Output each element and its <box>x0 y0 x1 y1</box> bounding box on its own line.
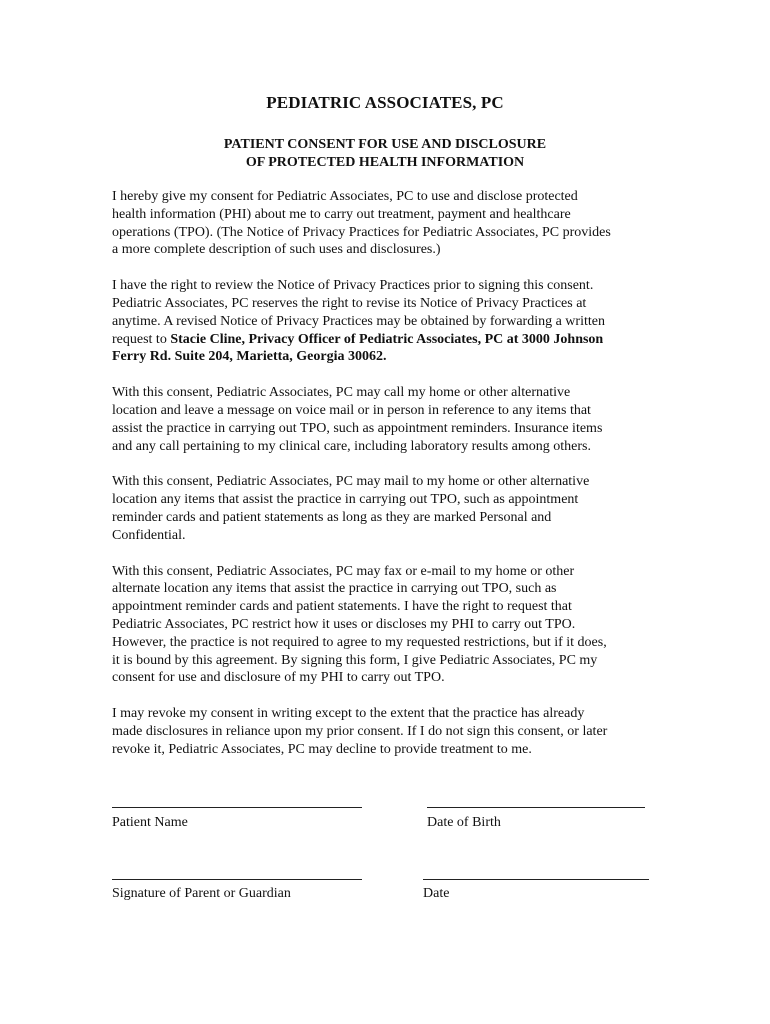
guardian-signature-line[interactable] <box>112 879 362 880</box>
patient-name-line[interactable] <box>112 807 362 808</box>
privacy-officer-contact: Stacie Cline, Privacy Officer of Pediatric Associates, PC at 3000 Johnson <box>170 331 604 347</box>
consent-body <box>112 188 657 777</box>
text-line: assist the practice in carrying out TPO, such as appointment reminders. Insurance items <box>112 420 603 436</box>
paragraph-phone-consent <box>112 384 657 455</box>
patient-name-label: Patient Name <box>112 815 188 830</box>
text-line: it is bound by this agreement. By signing this form, I give Pediatric Associates, PC my <box>112 652 598 668</box>
text-line: I hereby give my consent for Pediatric Associates, PC to use and disclose protected <box>112 189 578 204</box>
text-line: With this consent, Pediatric Associates, PC may fax or e-mail to my home or other <box>112 563 575 579</box>
paragraph-consent-statement <box>112 188 657 259</box>
guardian-signature-label: Signature of Parent or Guardian <box>112 886 291 901</box>
paragraph-fax-email-consent <box>112 563 657 688</box>
text-line: a more complete description of such uses and disclosures.) <box>112 242 441 258</box>
privacy-officer-address: Ferry Rd. Suite 204, Marietta, Georgia 30062. <box>112 349 387 365</box>
text-line: I have the right to review the Notice of Privacy Practices prior to signing this consent. <box>112 278 594 294</box>
text-line: alternate location any items that assist the practice in carrying out TPO, such as <box>112 581 557 597</box>
text-line: With this consent, Pediatric Associates, PC may call my home or other alternative <box>112 385 571 401</box>
text-line: location and leave a message on voice mail or in person in reference to any items that <box>112 402 591 418</box>
paragraph-right-to-review <box>112 277 657 366</box>
text-line: and any call pertaining to my clinical care, including laboratory results among others. <box>112 438 591 454</box>
text-line: made disclosures in reliance upon my prior consent. If I do not sign this consent, or later <box>112 723 608 739</box>
text-line <box>112 348 657 366</box>
text-line: consent for use and disclosure of my PHI to carry out TPO. <box>112 670 445 686</box>
signature-date-line[interactable] <box>423 879 649 880</box>
text-line: Confidential. <box>112 527 186 543</box>
text-line <box>112 331 657 349</box>
text-line: appointment reminder cards and patient statements. I have the right to request that <box>112 599 572 615</box>
paragraph-mail-consent <box>112 473 657 544</box>
text-line: health information (PHI) about me to carry out treatment, payment and healthcare <box>112 206 571 222</box>
text-line: However, the practice is not required to agree to my requested restrictions, but if it does, <box>112 634 607 650</box>
signature-date-label: Date <box>423 886 450 901</box>
date-of-birth-line[interactable] <box>427 807 645 808</box>
request-prefix: request to <box>112 331 171 347</box>
text-line: Pediatric Associates, PC reserves the right to revise its Notice of Privacy Practices at <box>112 295 587 311</box>
organization-title: PEDIATRIC ASSOCIATES, PC <box>266 93 504 112</box>
text-line: With this consent, Pediatric Associates, PC may mail to my home or other alternative <box>112 474 590 490</box>
document-title <box>0 136 770 171</box>
date-of-birth-label: Date of Birth <box>427 815 501 830</box>
text-line: operations (TPO). (The Notice of Privacy Practices for Pediatric Associates, PC provides <box>112 224 611 240</box>
text-line: I may revoke my consent in writing except to the extent that the practice has already <box>112 706 585 722</box>
text-line: Pediatric Associates, PC restrict how it uses or discloses my PHI to carry out TPO. <box>112 616 576 632</box>
text-line: revoke it, Pediatric Associates, PC may decline to provide treatment to me. <box>112 741 532 757</box>
document-title-line-1: PATIENT CONSENT FOR USE AND DISCLOSURE <box>223 137 547 152</box>
document-title-line-2: OF PROTECTED HEALTH INFORMATION <box>245 154 525 170</box>
text-line: reminder cards and patient statements as long as they are marked Personal and <box>112 509 552 525</box>
text-line: location any items that assist the practice in carrying out TPO, such as appointment <box>112 492 579 508</box>
text-line: anytime. A revised Notice of Privacy Practices may be obtained by forwarding a written <box>112 313 605 329</box>
paragraph-revocation <box>112 705 657 758</box>
